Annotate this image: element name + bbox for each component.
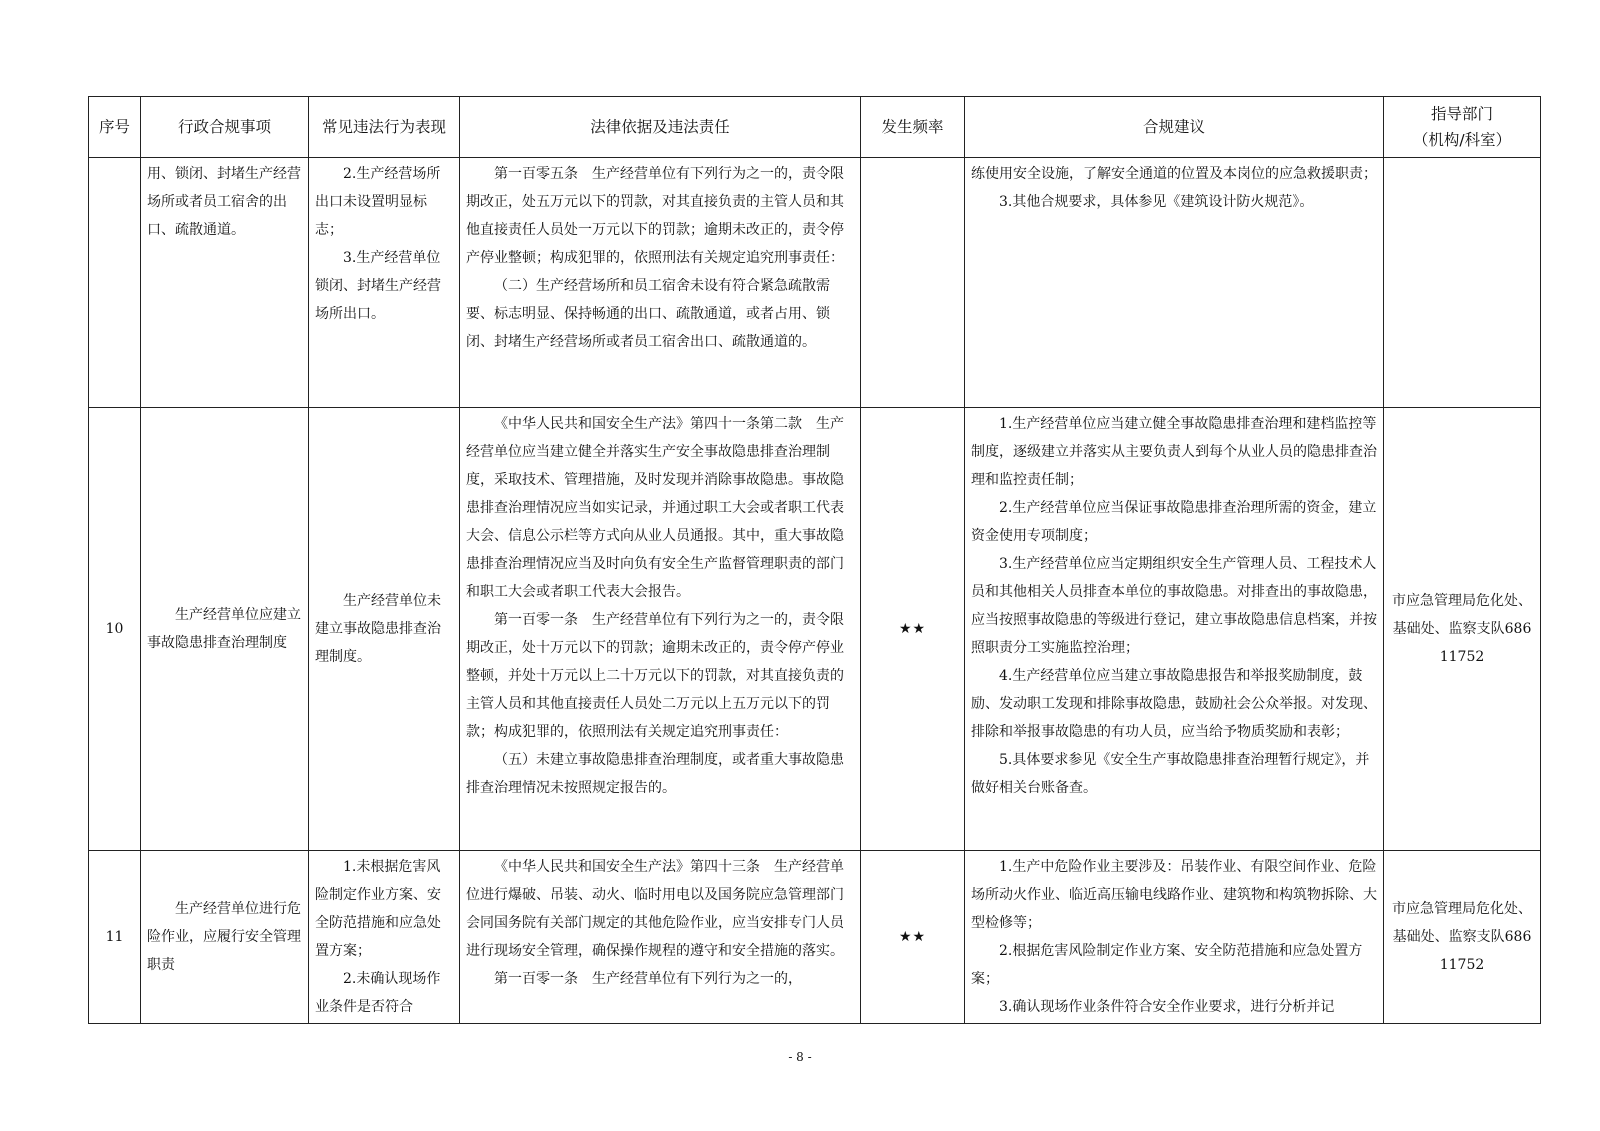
compliance-table-container	[88, 96, 1540, 1024]
table-header-row	[89, 97, 1541, 158]
header-freq: 发生频率	[861, 97, 965, 158]
row-freq: ★★	[861, 408, 965, 851]
header-advice: 合规建议	[965, 97, 1384, 158]
row-item	[141, 408, 309, 851]
row-advice	[965, 158, 1384, 408]
header-dept-line2: （机构/科室）	[1412, 131, 1512, 149]
page-number: - 8 -	[788, 1050, 812, 1064]
row-law	[460, 851, 861, 1024]
row-no	[89, 158, 141, 408]
header-item: 行政合规事项	[141, 97, 309, 158]
behavior-line: 生产经营单位未建立事故隐患排查治理制度。	[315, 593, 441, 665]
header-dept-line1: 指导部门	[1430, 105, 1493, 123]
item-text: 生产经营单位应建立事故隐患排查治理制度	[147, 607, 301, 651]
advice-paragraph: 3.其他合规要求，具体参见《建筑设计防火规范》。	[999, 194, 1314, 210]
row-dept: 市应急管理局危化处、基础处、监察支队68611752	[1384, 408, 1541, 851]
row-behavior	[309, 408, 460, 851]
table-row	[89, 408, 1541, 851]
advice-paragraph: 2.根据危害风险制定作业方案、安全防范措施和应急处置方案；	[971, 943, 1363, 987]
header-law: 法律依据及违法责任	[460, 97, 861, 158]
law-paragraph: （二）生产经营场所和员工宿舍未设有符合紧急疏散需要、标志明显、保持畅通的出口、疏散通道，或者占用、锁闭、封堵生产经营场所或者员工宿舍出口、疏散通道的。	[466, 278, 830, 350]
row-dept: 市应急管理局危化处、基础处、监察支队68611752	[1384, 851, 1541, 1024]
advice-paragraph: 5.具体要求参见《安全生产事故隐患排查治理暂行规定》，并做好相关台账备查。	[971, 752, 1370, 796]
advice-paragraph: 练使用安全设施，了解安全通道的位置及本岗位的应急救援职责；	[971, 166, 1377, 182]
advice-paragraph: 3.生产经营单位应当定期组织安全生产管理人员、工程技术人员和其他相关人员排查本单位的事故隐患。对排查出的事故隐患，应当按照事故隐患的等级进行登记，建立事故隐患信息档案，并按照职责分工实施监控治理；	[971, 556, 1377, 656]
row-no: 11	[89, 851, 141, 1024]
row-freq: ★★	[861, 851, 965, 1024]
row-no: 10	[89, 408, 141, 851]
row-behavior	[309, 158, 460, 408]
behavior-line: 2.未确认现场作业条件是否符合	[315, 971, 441, 1015]
table-row	[89, 851, 1541, 1024]
row-behavior	[309, 851, 460, 1024]
row-freq	[861, 158, 965, 408]
row-item	[141, 851, 309, 1024]
advice-paragraph: 4.生产经营单位应当建立事故隐患报告和举报奖励制度，鼓励、发动职工发现和排除事故隐患，鼓励社会公众举报。对发现、排除和举报事故隐患的有功人员，应当给予物质奖励和表彰；	[971, 668, 1377, 740]
row-advice	[965, 408, 1384, 851]
behavior-line: 3.生产经营单位锁闭、封堵生产经营场所出口。	[315, 250, 441, 322]
advice-paragraph: 1.生产中危险作业主要涉及：吊装作业、有限空间作业、危险场所动火作业、临近高压输电线路作业、建筑物和构筑物拆除、大型检修等；	[971, 859, 1377, 931]
row-law	[460, 158, 861, 408]
behavior-line: 1.未根据危害风险制定作业方案、安全防范措施和应急处置方案；	[315, 859, 441, 959]
advice-paragraph: 2.生产经营单位应当保证事故隐患排查治理所需的资金，建立资金使用专项制度；	[971, 500, 1377, 544]
header-dept	[1384, 97, 1541, 158]
advice-paragraph: 1.生产经营单位应当建立健全事故隐患排查治理和建档监控等制度，逐级建立并落实从主要负责人到每个从业人员的隐患排查治理和监控责任制；	[971, 416, 1377, 488]
header-no: 序号	[89, 97, 141, 158]
law-paragraph: 第一百零五条 生产经营单位有下列行为之一的，责令限期改正，处五万元以下的罚款，对其直接负责的主管人员和其他直接责任人员处一万元以下的罚款；逾期未改正的，责令停产停业整顿；构成犯罪的，依照刑法有关规定追究刑事责任：	[466, 166, 844, 266]
law-paragraph: 《中华人民共和国安全生产法》第四十三条 生产经营单位进行爆破、吊装、动火、临时用电以及国务院应急管理部门会同国务院有关部门规定的其他危险作业，应当安排专门人员进行现场安全管理，确保操作规程的遵守和安全措施的落实。	[466, 859, 844, 959]
behavior-line: 2.生产经营场所出口未设置明显标志；	[315, 166, 441, 238]
row-advice	[965, 851, 1384, 1024]
row-item: 用、锁闭、封堵生产经营场所或者员工宿舍的出口、疏散通道。	[141, 158, 309, 408]
law-paragraph: （五）未建立事故隐患排查治理制度，或者重大事故隐患排查治理情况未按照规定报告的。	[466, 752, 844, 796]
table-row	[89, 158, 1541, 408]
law-paragraph: 第一百零一条 生产经营单位有下列行为之一的，	[494, 971, 802, 987]
compliance-table	[88, 96, 1541, 1024]
advice-paragraph: 3.确认现场作业条件符合安全作业要求，进行分析并记	[999, 999, 1335, 1015]
item-text: 生产经营单位进行危险作业，应履行安全管理职责	[147, 901, 301, 973]
row-dept	[1384, 158, 1541, 408]
law-paragraph: 第一百零一条 生产经营单位有下列行为之一的，责令限期改正，处十万元以下的罚款；逾期未改正的，责令停产停业整顿，并处十万元以上二十万元以下的罚款，对其直接负责的主管人员和其他直接责任人员处二万元以上五万元以下的罚款；构成犯罪的，依照刑法有关规定追究刑事责任：	[466, 612, 844, 740]
law-paragraph: 《中华人民共和国安全生产法》第四十一条第二款 生产经营单位应当建立健全并落实生产安全事故隐患排查治理制度，采取技术、管理措施，及时发现并消除事故隐患。事故隐患排查治理情况应当如实记录，并通过职工大会或者职工代表大会、信息公示栏等方式向从业人员通报。其中，重大事故隐患排查治理情况应当及时向负有安全生产监督管理职责的部门和职工大会或者职工代表大会报告。	[466, 416, 844, 600]
row-law	[460, 408, 861, 851]
header-behavior: 常见违法行为表现	[309, 97, 460, 158]
